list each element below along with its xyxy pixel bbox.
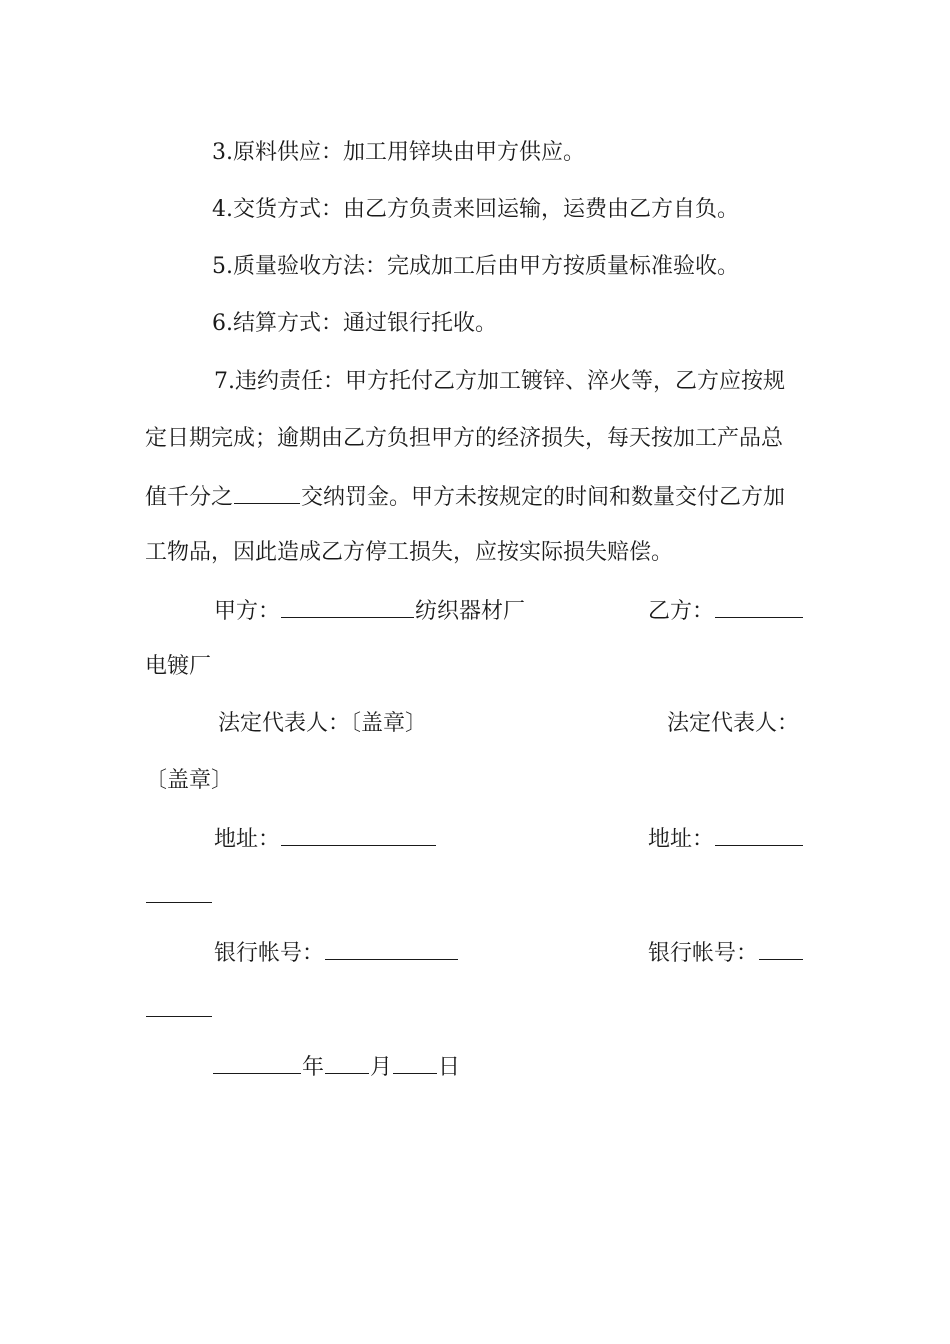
party-a-line: [214, 595, 525, 627]
clause-7-line-2: 定日期完成；逾期由乙方负担甲方的经济损失，每天按加工产品总: [145, 426, 784, 451]
party-b-address-continued: [145, 880, 213, 912]
clause-7-line-4: 工物品，因此造成乙方停工损失，应按实际损失赔偿。: [145, 540, 674, 565]
party-b-label: 乙方：: [648, 599, 715, 624]
party-a-bank-label: 银行帐号：: [214, 941, 325, 966]
party-b-bank-blank-continued[interactable]: [146, 994, 212, 1017]
party-a-representative: 法定代表人：〔盖章〕: [218, 711, 428, 736]
party-b-address-blank[interactable]: [715, 823, 803, 846]
clause-4: 4.交货方式：由乙方负责来回运输，运费由乙方自负。: [212, 197, 739, 222]
clause-7-line-3-end: 交纳罚金。甲方未按规定的时间和数量交付乙方加: [301, 485, 786, 510]
clause-7-line-3-start: 值千分之: [145, 485, 234, 510]
clause-5: 5.质量验收方法：完成加工后由甲方按质量标准验收。: [212, 254, 739, 279]
day-label: 日: [438, 1055, 461, 1080]
month-label: 月: [370, 1055, 393, 1080]
party-a-address: [214, 823, 437, 855]
party-a-name-blank[interactable]: [281, 595, 414, 618]
party-a-name: 纺织器材厂: [415, 599, 526, 624]
year-blank[interactable]: [213, 1051, 301, 1074]
party-a-bank-blank[interactable]: [325, 937, 458, 960]
month-blank[interactable]: [325, 1051, 369, 1074]
party-b-name-blank[interactable]: [715, 595, 803, 618]
party-b-address-blank-continued[interactable]: [146, 880, 212, 903]
party-a-address-blank[interactable]: [281, 823, 436, 846]
party-b-name: 电镀厂: [145, 654, 212, 679]
party-b-bank-label: 银行帐号：: [648, 941, 759, 966]
party-b-address-label: 地址：: [648, 827, 715, 852]
party-b-line: [648, 595, 804, 627]
signing-date: [212, 1051, 460, 1083]
party-b-address: [648, 823, 804, 855]
party-b-bank-continued: [145, 994, 213, 1026]
year-label: 年: [302, 1055, 325, 1080]
party-a-bank: [214, 937, 459, 969]
party-b-seal: 〔盖章〕: [145, 768, 234, 793]
day-blank[interactable]: [393, 1051, 437, 1074]
party-b-bank: [648, 937, 804, 969]
clause-6: 6.结算方式：通过银行托收。: [212, 311, 497, 336]
party-b-bank-blank[interactable]: [759, 937, 803, 960]
party-b-representative: 法定代表人：: [667, 711, 800, 736]
penalty-rate-blank[interactable]: [234, 481, 300, 504]
party-a-address-label: 地址：: [214, 827, 281, 852]
clause-7-line-1: 7.违约责任：甲方托付乙方加工镀锌、淬火等，乙方应按规: [214, 369, 785, 394]
party-a-label: 甲方：: [214, 599, 281, 624]
clause-7-line-3: [145, 481, 785, 513]
clause-3: 3.原料供应：加工用锌块由甲方供应。: [212, 140, 585, 165]
